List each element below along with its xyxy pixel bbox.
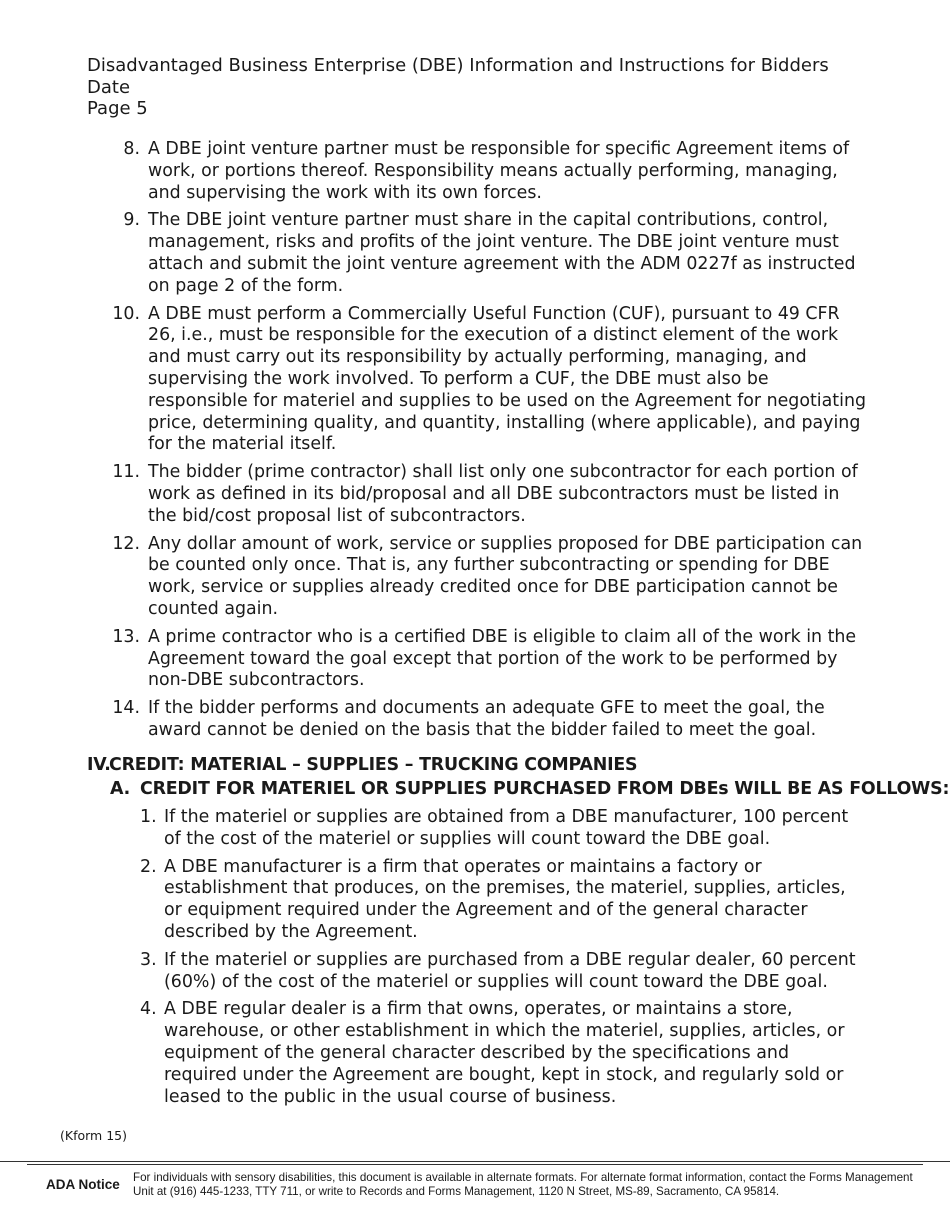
item-text: Any dollar amount of work, service or supplies proposed for DBE participation can be counted only once. That is, any further subcontracting or spending for DBE work, service or supplies already credited once for DBE participation cannot be counted again. bbox=[148, 533, 863, 619]
list-item bbox=[100, 462, 870, 527]
item-number: 10. bbox=[112, 303, 140, 324]
footer-divider bbox=[27, 1164, 923, 1165]
list-item bbox=[100, 210, 870, 297]
item-text: If the materiel or supplies are obtained from a DBE manufacturer, 100 percent of the cost of the materiel or supplies will count toward the DBE goal. bbox=[164, 807, 849, 849]
form-id: (Kform 15) bbox=[60, 1128, 127, 1143]
item-number: 8. bbox=[123, 139, 140, 159]
item-number: 1. bbox=[140, 807, 157, 827]
item-number: 4. bbox=[140, 999, 157, 1020]
item-number: 2. bbox=[140, 856, 157, 877]
subsection-letter: A. bbox=[110, 779, 130, 799]
credit-list bbox=[140, 807, 865, 1114]
item-number: 14. bbox=[112, 698, 140, 719]
item-text: A DBE must perform a Commercially Useful Function (CUF), pursuant to 49 CFR 26, i.e., must be responsible for the execution of a distinct element of the work and must carry out its responsibility by actually performing, managing, and supervising the work involved. To perform a CUF, the DBE must also be responsible for materiel and supplies to be used on the Agreement for negotiating price, determining quality, and quantity, installing (where applicable), and paying for the material itself. bbox=[148, 303, 867, 455]
item-number: 9. bbox=[123, 210, 140, 231]
ada-notice-label: ADA Notice bbox=[46, 1177, 120, 1192]
list-item bbox=[100, 534, 870, 621]
document-date: Date bbox=[87, 76, 131, 98]
item-text: The bidder (prime contractor) shall list only one subcontractor for each portion of work as defined in its bid/proposal and all DBE subcontractors must be listed in the bid/cost proposal list of subcontractors. bbox=[148, 462, 858, 526]
list-item bbox=[100, 304, 870, 457]
item-text: If the bidder performs and documents an adequate GFE to meet the goal, the award cannot be denied on the basis that the bidder failed to meet the goal. bbox=[148, 698, 825, 740]
list-item bbox=[140, 999, 865, 1108]
list-item bbox=[100, 627, 870, 692]
ada-notice-text: For individuals with sensory disabilities, this document is available in alternate formats. For alternate format information, contact the Forms Management Unit at (916) 445-1233, TTY 711, or write to Records and Forms Management, 1120 N Street, MS-89, Sacramento, CA 95814. bbox=[133, 1171, 913, 1198]
page-number: Page 5 bbox=[87, 98, 148, 119]
requirements-list bbox=[100, 139, 870, 748]
list-item bbox=[140, 857, 865, 944]
item-number: 12. bbox=[112, 533, 140, 554]
item-number: 3. bbox=[140, 949, 157, 970]
item-text: A DBE manufacturer is a firm that operates or maintains a factory or establishment that produces, on the premises, the materiel, supplies, articles, or equipment required under the Agreement and of the general character described by the Agreement. bbox=[164, 856, 846, 942]
item-text: A prime contractor who is a certified DBE is eligible to claim all of the work in the Agreement toward the goal except that portion of the work to be performed by non-DBE subcontractors. bbox=[148, 626, 857, 691]
item-number: 11. bbox=[112, 462, 140, 483]
item-text: A DBE regular dealer is a firm that owns, operates, or maintains a store, warehouse, or other establishment in which the materiel, supplies, articles, or equipment of the general character described by the specifications and required under the Agreement are bought, kept in stock, and regularly sold or leased to the public in the usual course of business. bbox=[164, 999, 845, 1107]
page-header bbox=[87, 55, 829, 120]
list-item bbox=[100, 139, 870, 204]
list-item bbox=[140, 807, 865, 851]
list-item bbox=[100, 698, 870, 742]
document-title: Disadvantaged Business Enterprise (DBE) Information and Instructions for Bidders bbox=[87, 55, 829, 76]
subsection-heading bbox=[110, 778, 949, 800]
item-number: 13. bbox=[112, 626, 140, 647]
section-number: IV. bbox=[87, 755, 111, 775]
item-text: If the materiel or supplies are purchased from a DBE regular dealer, 60 percent (60%) of the cost of the materiel or supplies will count toward the DBE goal. bbox=[164, 949, 856, 992]
subsection-title: CREDIT FOR MATERIEL OR SUPPLIES PURCHASED FROM DBEs WILL BE AS FOLLOWS: bbox=[140, 779, 950, 799]
list-item bbox=[140, 950, 865, 994]
item-text: A DBE joint venture partner must be responsible for specific Agreement items of work, or portions thereof. Responsibility means actually performing, managing, and supervising the work with its own forces. bbox=[148, 139, 850, 203]
footer-divider bbox=[0, 1161, 950, 1162]
section-title: CREDIT: MATERIAL – SUPPLIES – TRUCKING COMPANIES bbox=[109, 755, 638, 775]
section-heading bbox=[87, 754, 637, 776]
item-text: The DBE joint venture partner must share in the capital contributions, control, management, risks and profits of the joint venture. The DBE joint venture must attach and submit the joint venture agreement with the ADM 0227f as instructed on page 2 of the form. bbox=[148, 210, 856, 296]
